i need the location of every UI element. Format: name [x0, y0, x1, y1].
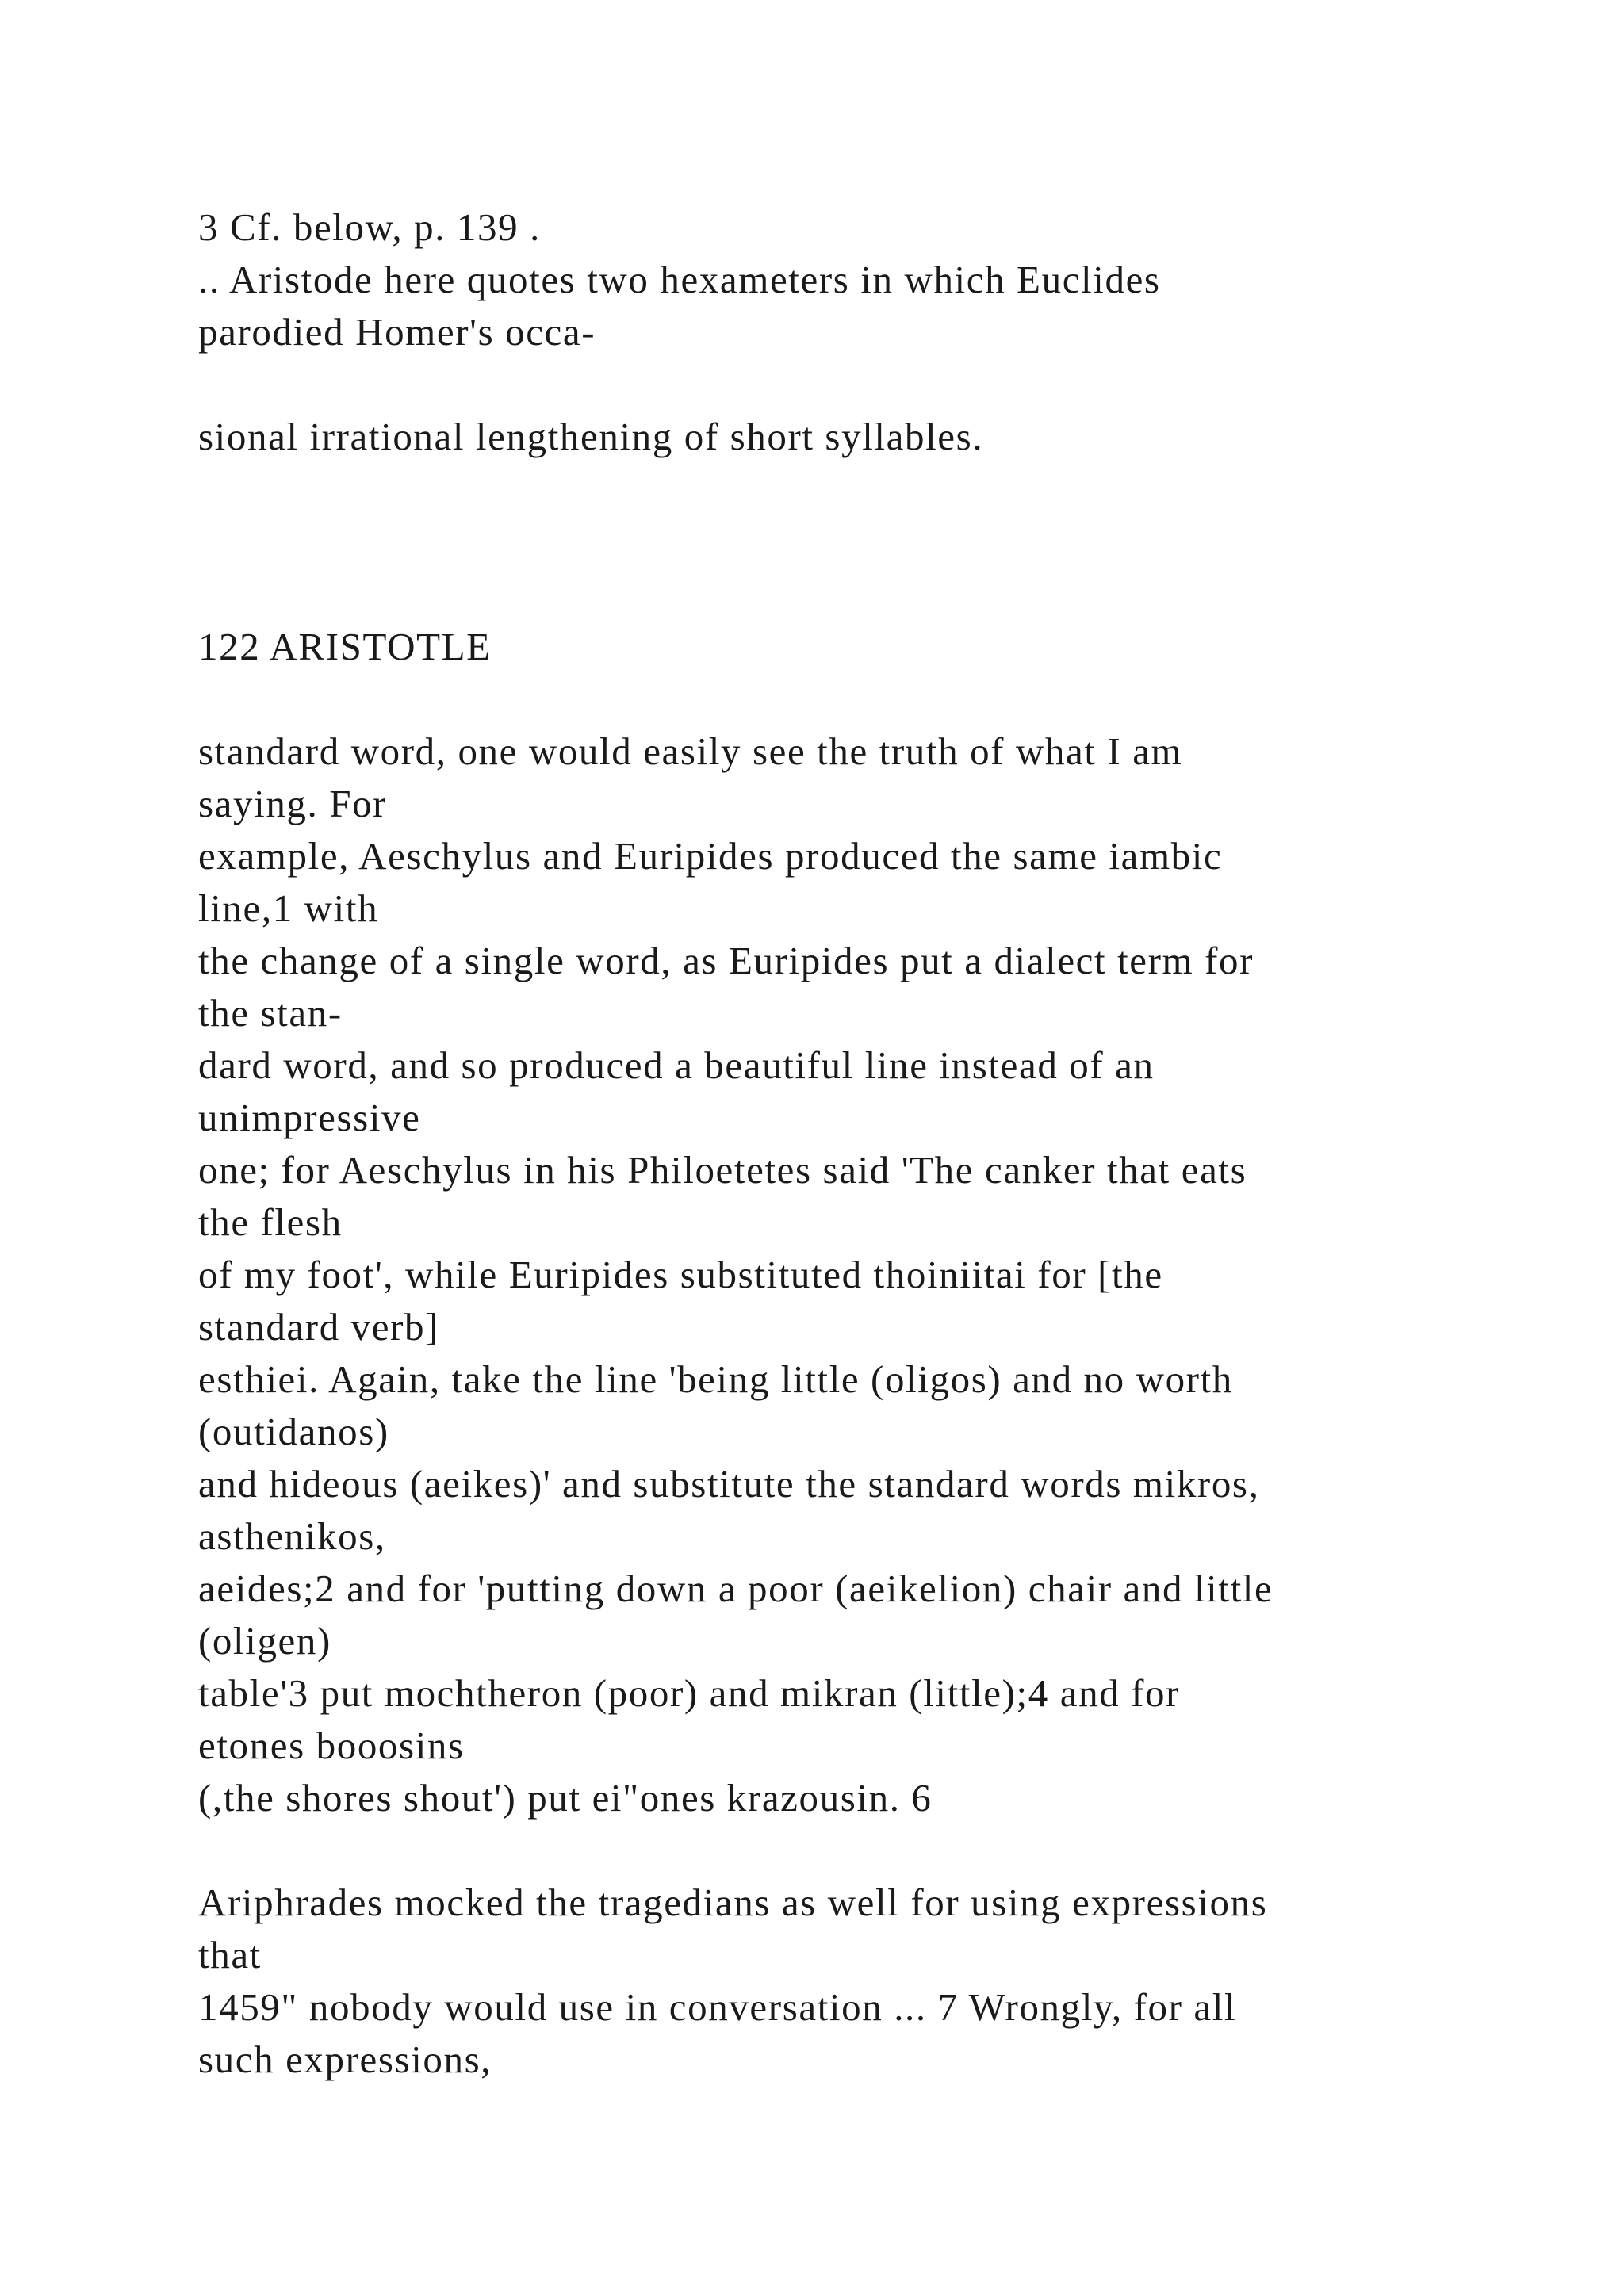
footnote-line: sional irrational lengthening of short syllables. — [198, 415, 984, 458]
body-line: dard word, and so produced a beautiful line instead of an — [198, 1043, 1155, 1087]
footnote-line: 3 Cf. below, p. 139 . — [198, 205, 541, 249]
body-line: esthiei. Again, take the line 'being little (oligos) and no worth — [198, 1357, 1233, 1401]
body-line: the change of a single word, as Euripides put a dialect term for — [198, 939, 1254, 982]
body-line: etones booosins — [198, 1724, 465, 1767]
body-line: example, Aeschylus and Euripides produced the same iambic — [198, 834, 1223, 878]
body-line: asthenikos, — [198, 1514, 386, 1558]
body-line: aeides;2 and for 'putting down a poor (aeikelion) chair and little — [198, 1567, 1274, 1610]
footnote-line: .. Aristode here quotes two hexameters in which Euclides — [198, 258, 1161, 301]
body-line: standard word, one would easily see the truth of what I am — [198, 729, 1183, 773]
body-line: one; for Aeschylus in his Philoetetes said 'The canker that eats — [198, 1148, 1247, 1192]
body-line: table'3 put mochtheron (poor) and mikran (little);4 and for — [198, 1671, 1181, 1715]
body-line: (outidanos) — [198, 1410, 389, 1453]
body-line: line,1 with — [198, 886, 379, 930]
body-line: the flesh — [198, 1200, 343, 1244]
body-line: 1459" nobody would use in conversation ... 7 Wrongly, for all — [198, 1985, 1237, 2029]
footnote-line: parodied Homer's occa- — [198, 310, 596, 354]
body-line: and hideous (aeikes)' and substitute the standard words mikros, — [198, 1462, 1260, 1506]
body-line: saying. For — [198, 782, 388, 825]
body-line: unimpressive — [198, 1096, 421, 1139]
body-line: that — [198, 1933, 262, 1976]
body-line: such expressions, — [198, 2038, 492, 2081]
body-line: the stan- — [198, 991, 343, 1035]
body-line: (oligen) — [198, 1619, 331, 1663]
body-line: standard verb] — [198, 1305, 440, 1349]
body-line: Ariphrades mocked the tragedians as well for using expressions — [198, 1881, 1268, 1924]
body-line: (,the shores shout') put ei"ones krazousin. 6 — [198, 1776, 933, 1820]
body-line: of my foot', while Euripides substituted thoiniitai for [the — [198, 1253, 1163, 1296]
running-head: 122 ARISTOTLE — [198, 625, 492, 668]
